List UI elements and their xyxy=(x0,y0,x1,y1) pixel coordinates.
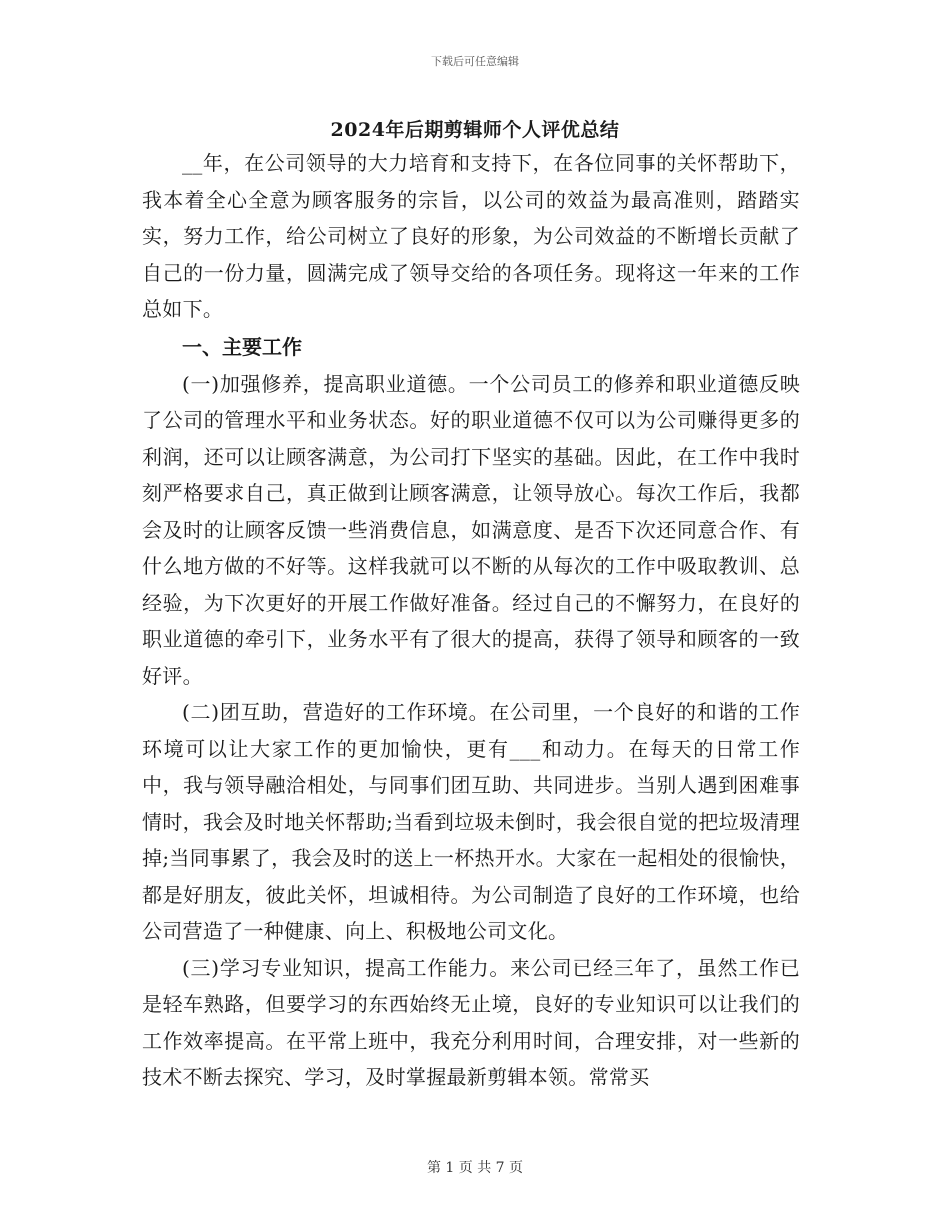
section-heading-main-work: 一、主要工作 xyxy=(182,334,302,359)
page-footer: 第 1 页 共 7 页 xyxy=(426,1160,524,1176)
intro-paragraph: __年，在公司领导的大力培育和支持下，在各位同事的关怀帮助下，我本着全心全意为顾客服务的宗旨，以公司的效益为最高准则，踏踏实实，努力工作，给公司树立了良好的形象，为公司效益的不断增长贡献了自己的一份力量，圆满完成了领导交给的各项任务。现将这一年来的工作总如下。 xyxy=(142,151,800,321)
document-body xyxy=(142,145,800,1096)
item-paragraph-3: (三)学习专业知识，提高工作能力。来公司已经三年了，虽然工作已是轻车熟路，但要学习的东西始终无止境，良好的专业知识可以让我们的工作效率提高。在平常上班中，我充分利用时间，合理安排，对一些新的技术不断去探究、学习，及时掌握最新剪辑本领。常常买 xyxy=(142,955,800,1089)
item-paragraph-1: (一)加强修养，提高职业道德。一个公司员工的修养和职业道德反映了公司的管理水平和业务状态。好的职业道德不仅可以为公司赚得更多的利润，还可以让顾客满意，为公司打下坚实的基础。因此，在工作中我时刻严格要求自己，真正做到让顾客满意，让领导放心。每次工作后，我都会及时的让顾客反馈一些消费信息，如满意度、是否下次还同意合作、有什么地方做的不好等。这样我就可以不断的从每次的工作中吸取教训、总经验，为下次更好的开展工作做好准备。经过自己的不懈努力，在良好的职业道德的牵引下，业务水平有了很大的提高，获得了领导和顾客的一致好评。 xyxy=(142,371,800,688)
header-note: 下载后可任意编辑 xyxy=(431,55,519,68)
item-paragraph-2: (二)团互助，营造好的工作环境。在公司里，一个良好的和谐的工作环境可以让大家工作的更加愉快，更有___和动力。在每天的日常工作中，我与领导融洽相处，与同事们团互助、共同进步。当别人遇到困难事情时，我会及时地关怀帮助;当看到垃圾未倒时，我会很自觉的把垃圾清理掉;当同事累了，我会及时的送上一杯热开水。大家在一起相处的很愉快，都是好朋友，彼此关怀，坦诚相待。为公司制造了良好的工作环境，也给公司营造了一种健康、向上、积极地公司文化。 xyxy=(142,700,800,943)
document-title: 2024年后期剪辑师个人评优总结 xyxy=(330,119,620,141)
